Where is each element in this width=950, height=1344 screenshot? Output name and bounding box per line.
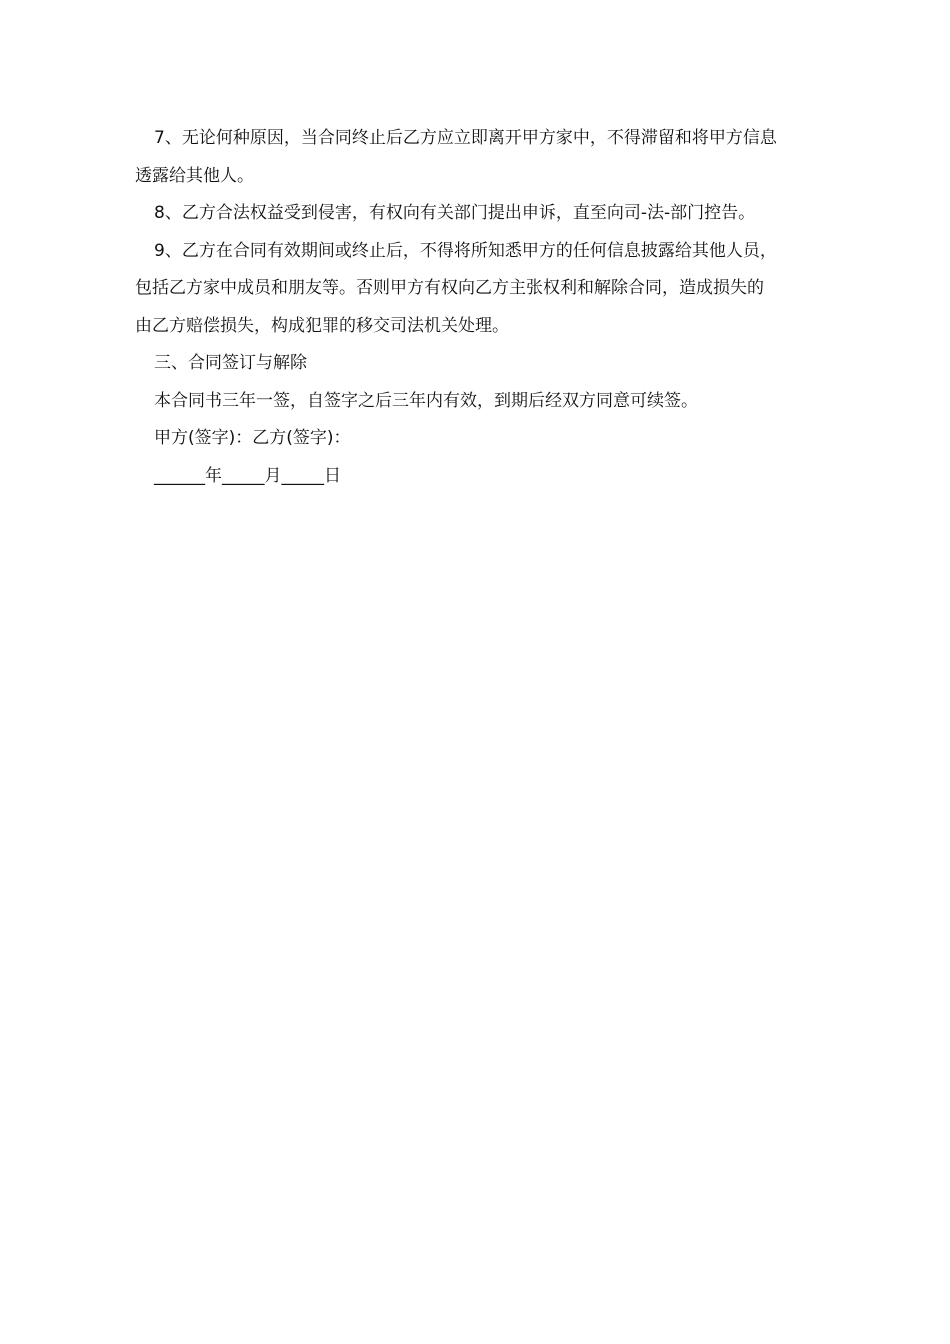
contract-term — [116, 383, 836, 421]
clause-8 — [116, 195, 836, 233]
text-line: 7、无论何种原因，当合同终止后乙方应立即离开甲方家中，不得滞留和将甲方信息 — [154, 128, 777, 148]
text-line: 由乙方赔偿损失，构成犯罪的移交司法机关处理。 — [135, 315, 509, 336]
signature-line — [116, 420, 836, 458]
clause-9 — [116, 233, 836, 346]
date-blanks: ______年_____月_____日 — [154, 465, 341, 486]
section-heading-3 — [116, 345, 836, 383]
signature-labels: 甲方(签字)：乙方(签字)： — [154, 428, 351, 448]
text-line: 8、乙方合法权益受到侵害，有权向有关部门提出申诉，直至向司-法-部门控告。 — [154, 203, 756, 223]
clause-7 — [116, 120, 836, 195]
document-body — [116, 120, 836, 495]
text-line: 本合同书三年一签，自签字之后三年内有效，到期后经双方同意可续签。 — [154, 390, 698, 411]
section-heading: 三、合同签订与解除 — [154, 353, 307, 373]
text-line: 9、乙方在合同有效期间或终止后，不得将所知悉甲方的任何信息披露给其他人员， — [154, 240, 777, 261]
text-line: 包括乙方家中成员和朋友等。否则甲方有权向乙方主张权利和解除合同，造成损失的 — [135, 278, 764, 298]
text-line: 透露给其他人。 — [135, 165, 254, 186]
date-line — [116, 458, 836, 496]
